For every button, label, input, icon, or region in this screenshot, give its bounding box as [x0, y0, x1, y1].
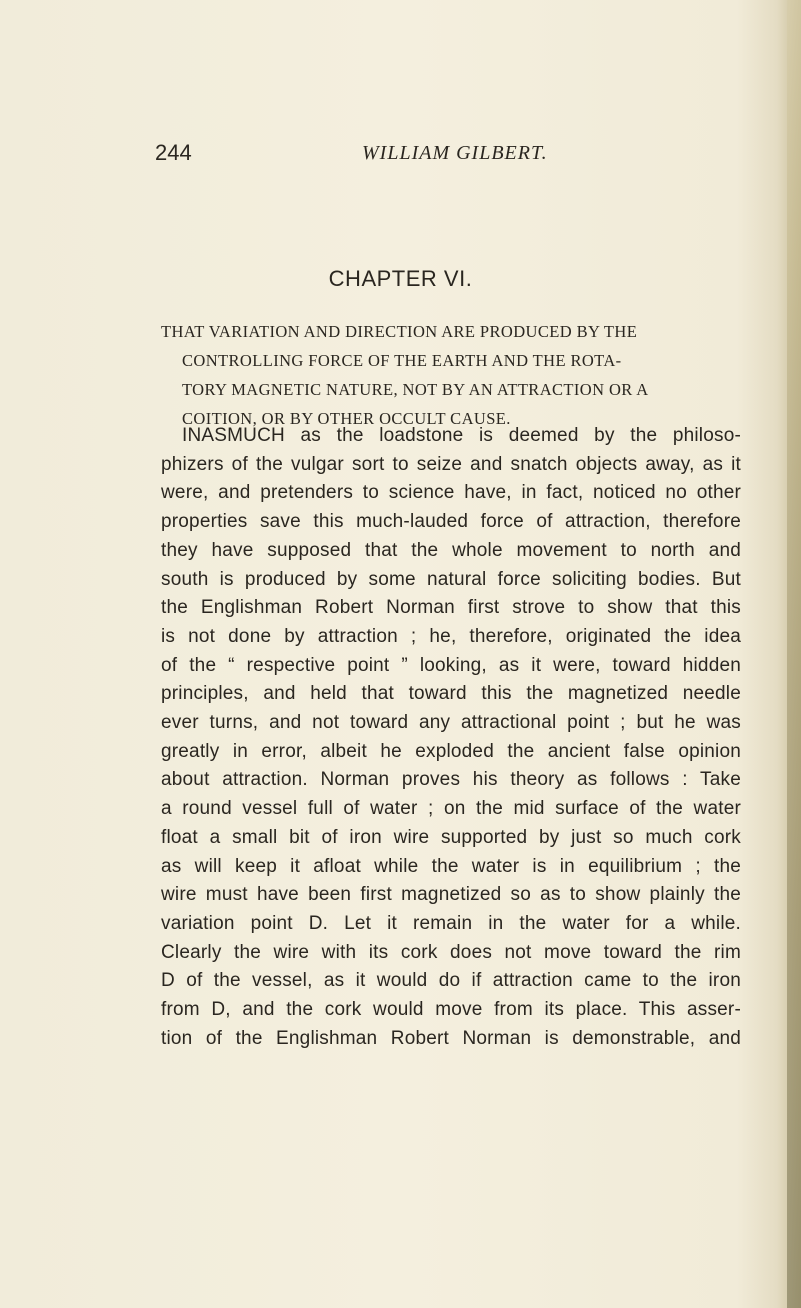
body-line: wire must have been first magnetized so as to show plainly the — [161, 884, 741, 906]
body-line: of the “ respective point ” looking, as it were, toward hidden — [161, 654, 741, 676]
body-line: as will keep it afloat while the water is in equilibrium ; the — [161, 855, 741, 877]
body-line: a round vessel full of water ; on the mid surface of the water — [161, 798, 741, 820]
running-head: WILLIAM GILBERT. — [362, 142, 548, 164]
body-line: float a small bit of iron wire supported by just so much cork — [161, 826, 741, 848]
body-line: D of the vessel, as it would do if attraction came to the iron — [161, 970, 741, 992]
body-line: tion of the Englishman Robert Norman is demonstrable, and — [161, 1027, 741, 1049]
body-line: from D, and the cork would move from its place. This asser- — [161, 999, 741, 1020]
body-line: principles, and held that toward this the magnetized needle — [161, 683, 741, 705]
body-line: greatly in error, albeit he exploded the ancient false opinion — [161, 740, 741, 762]
body-line: were, and pretenders to science have, in fact, noticed no other — [161, 482, 741, 504]
body-line: INASMUCH as the loadstone is deemed by the philoso- — [182, 425, 741, 446]
body-line: phizers of the vulgar sort to seize and snatch objects away, as it — [161, 453, 741, 475]
body-line: Clearly the wire with its cork does not move toward the rim — [161, 941, 741, 963]
body-line: the Englishman Robert Norman first strove to show that this — [161, 597, 741, 619]
body-line: variation point D. Let it remain in the water for a while. — [161, 912, 741, 934]
body-line: ever turns, and not toward any attractional point ; but he was — [161, 712, 741, 733]
chapter-heading-line: TORY MAGNETIC NATURE, NOT BY AN ATTRACTION OR A — [182, 380, 649, 399]
body-line: is not done by attraction ; he, therefore, originated the idea — [161, 625, 741, 647]
page-number: 244 — [155, 140, 192, 165]
body-line: properties save this much-lauded force of attraction, therefore — [161, 511, 741, 533]
chapter-heading-line: CONTROLLING FORCE OF THE EARTH AND THE ROTA- — [182, 351, 622, 370]
chapter-title: CHAPTER VI. — [328, 266, 473, 291]
chapter-heading-line: THAT VARIATION AND DIRECTION ARE PRODUCED BY THE — [161, 322, 638, 341]
body-line: south is produced by some natural force soliciting bodies. But — [161, 568, 741, 590]
body-line: they have supposed that the whole movement to north and — [161, 539, 741, 561]
chapter-heading-line: COITION, OR BY OTHER OCCULT CAUSE. — [182, 409, 511, 428]
page-header — [155, 140, 575, 172]
body-line: about attraction. Norman proves his theory as follows : Take — [161, 769, 741, 791]
page-edge-shadow — [787, 0, 801, 1308]
